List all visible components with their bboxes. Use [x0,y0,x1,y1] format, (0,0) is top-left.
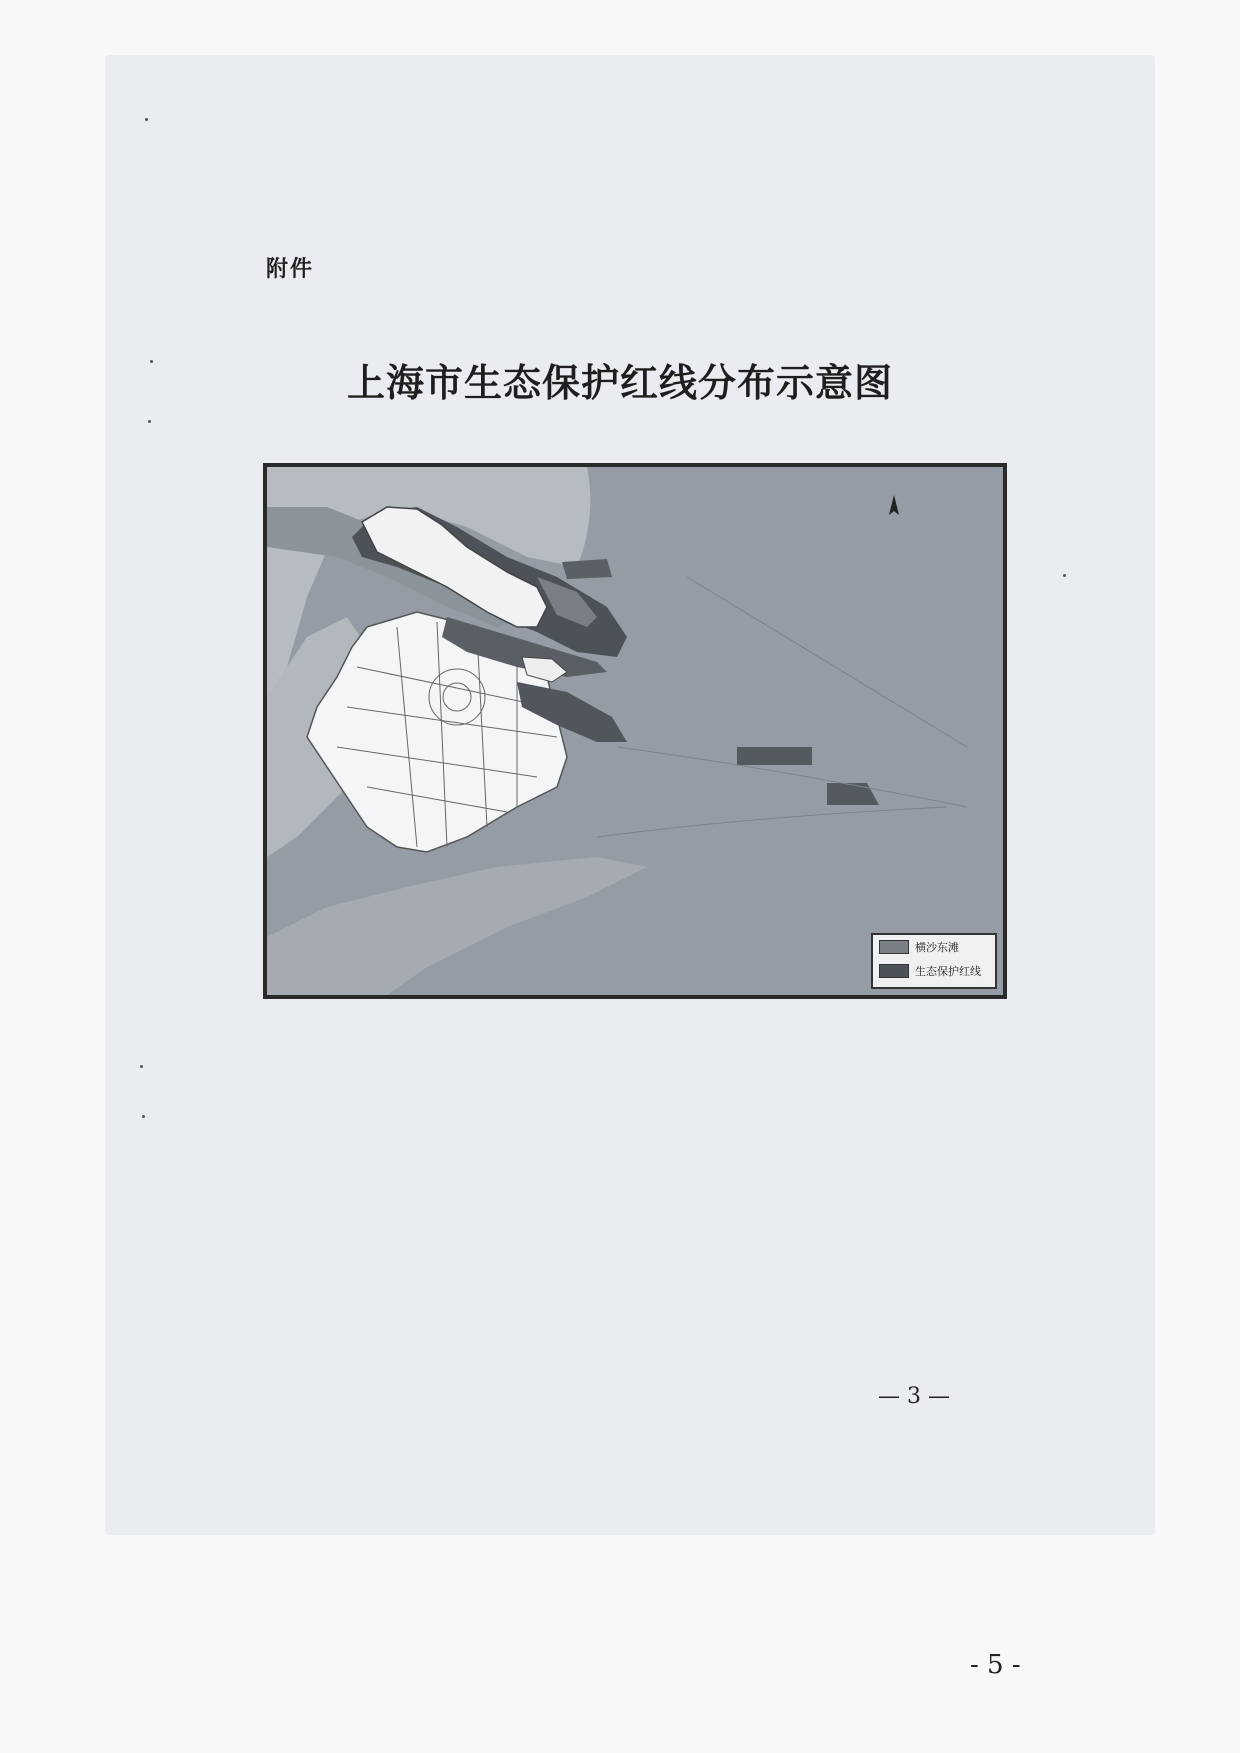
scan-speck [148,420,151,423]
redline-offshore-east-1 [737,747,812,765]
legend-item [873,959,995,983]
ecological-redline-map [263,463,1007,999]
scan-speck [145,118,148,121]
scan-speck [1063,574,1066,577]
legend-item [873,935,995,959]
map-legend [871,933,997,989]
scan-speck [142,1115,145,1118]
attachment-label: 附件 [266,257,315,282]
legend-swatch [879,964,909,978]
legend-label: 横沙东滩 [915,941,959,954]
scan-speck [140,1065,143,1068]
redline-offshore-north [562,559,612,579]
page-number: - 5 - [970,1650,1021,1680]
document-title: 上海市生态保护红线分布示意图 [346,360,893,405]
inner-page-number: — 3 — [878,1384,950,1409]
legend-swatch [879,940,909,954]
legend-label: 生态保护红线 [915,965,981,978]
map-drawing [267,467,1003,995]
